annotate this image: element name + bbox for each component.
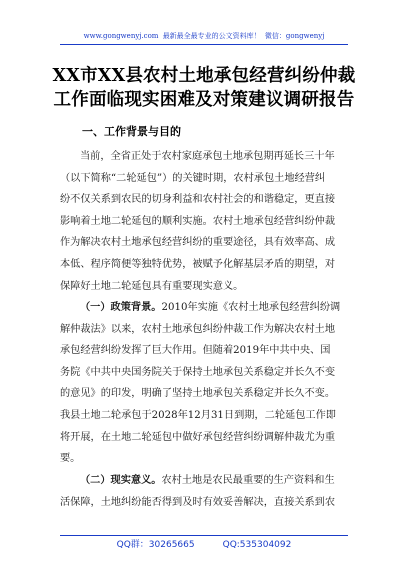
paragraph-line — [60, 297, 356, 319]
paragraph-line: 将开展，在土地二轮延包中做好承包经营纠纷调解仲裁尤为重 — [60, 431, 336, 443]
paragraph-line: 保障好土地二轮延包具有重要现实意义。 — [60, 280, 244, 292]
paragraph-line: 活保障，土地纠纷能否得到及时有效妥善解决，直接关系到农 — [60, 496, 336, 508]
paragraph-lead: （二）现实意义。 — [80, 474, 162, 486]
header-slogan: 最新最全最专业的公文资料库！ — [162, 32, 261, 40]
paragraph-line: 当前，全省正处于农村家庭承包土地承包期再延长三十年 — [80, 151, 335, 162]
paragraph-line: 作为解决农村土地承包经营纠纷的重要途径，具有效率高、成 — [60, 237, 336, 249]
footer-qq[interactable]: QQ:535304092 — [222, 540, 292, 550]
paragraph-significance — [60, 470, 356, 513]
paragraph-line: 承包经营纠纷发挥了巨大作用。但随着2019年中共中央、国 — [60, 345, 331, 357]
paragraph-line: 本低、程序简便等独特优势，被赋予化解基层矛盾的期望，对 — [60, 258, 336, 270]
paragraph-line: 我县土地二轮承包于2028年12月31日到期，二轮延包工作即 — [60, 409, 336, 421]
title-line-2: 工作面临现实困难及对策建议调研报告 — [53, 90, 355, 110]
paragraph-lead: （一）政策背景。 — [80, 301, 162, 313]
paragraph-text: 农村土地是农民最重要的生产资料和生 — [161, 475, 335, 486]
paragraph-line: 务院《中共中央国务院关于保持土地承包关系稳定并长久不变 — [60, 366, 336, 378]
header-site[interactable]: www.gongwenyj.com — [83, 32, 159, 40]
footer-qq-group[interactable]: QQ群：30265665 — [116, 540, 195, 550]
paragraph-line: 解仲裁法》以来，农村土地承包纠纷仲裁工作为解决农村土地 — [60, 323, 336, 335]
paragraph-line — [60, 470, 356, 492]
paragraph-policy — [60, 297, 356, 470]
section-heading: 一、工作背景与目的 — [82, 125, 181, 138]
paragraph-text: 2010年实施《农村土地承包经营纠纷调 — [161, 302, 341, 313]
title-line-1: XX市XX县农村土地承包经营纠纷仲裁 — [52, 66, 356, 86]
header-divider — [60, 44, 348, 45]
header-wechat: 微信：gongwenyj — [264, 32, 325, 40]
paragraph-line: 要。 — [60, 453, 81, 465]
document-title — [40, 64, 368, 112]
paragraph-line: （以下简称“二轮延包”）的关键时期，农村承包土地经营纠 — [60, 172, 326, 184]
paragraph-line: 纷不仅关系到农民的切身利益和农村社会的和谐稳定，更直接 — [60, 194, 336, 206]
paragraph-line: 影响着土地二轮延包的顺利实施。农村土地承包经营纠纷仲裁 — [60, 215, 336, 227]
paragraph-background — [60, 146, 356, 297]
footer-divider — [60, 535, 348, 536]
page-footer — [0, 538, 408, 552]
paragraph-line: 的意见》的印发，明确了坚持土地承包关系稳定并长久不变。 — [60, 388, 336, 400]
page-header — [0, 30, 408, 42]
